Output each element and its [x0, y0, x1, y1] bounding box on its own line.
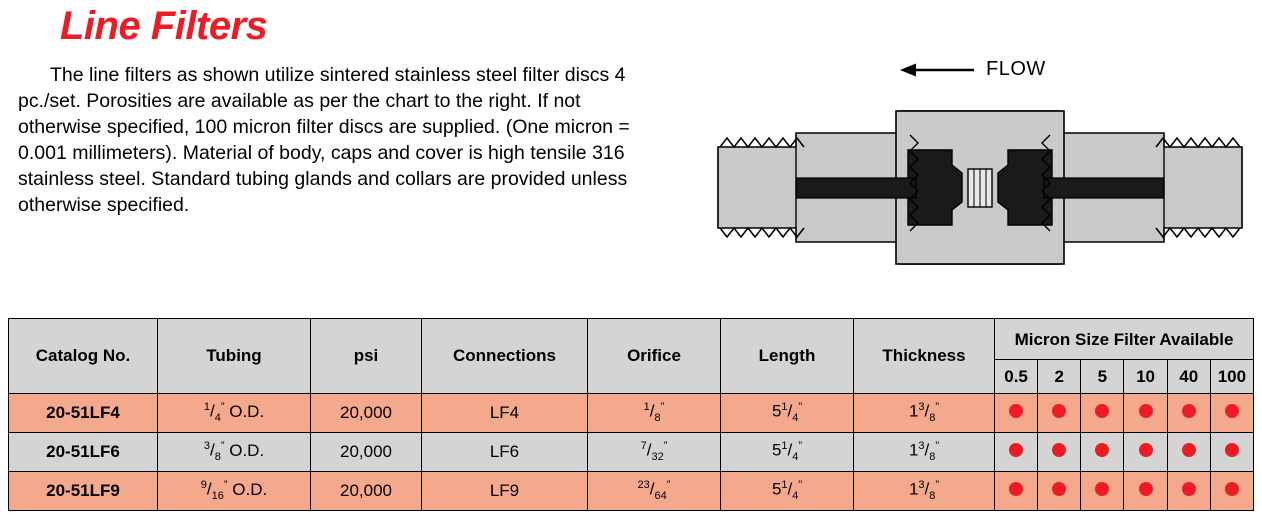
- thickness-whole: 1: [908, 479, 919, 499]
- orifice-numerator: 7: [640, 440, 647, 453]
- length-whole: 5: [771, 440, 782, 460]
- col-header-orifice: Orifice: [588, 319, 721, 394]
- table-row: [9, 472, 1254, 511]
- cell-catalog-no: 20-51LF9: [9, 472, 158, 511]
- cell-catalog-no: 20-51LF4: [9, 394, 158, 433]
- thickness-numerator: 3: [918, 440, 925, 453]
- cell-catalog-no: 20-51LF6: [9, 433, 158, 472]
- availability-dot-icon: [1009, 443, 1023, 457]
- thickness-denominator: 8: [929, 490, 936, 503]
- cell-micron-0: [995, 394, 1038, 433]
- cell-micron-5: [1210, 433, 1253, 472]
- tubing-denominator: 4: [214, 412, 221, 425]
- thickness-denominator: 8: [929, 412, 936, 425]
- tubing-denominator: 16: [211, 490, 224, 503]
- cell-micron-4: [1167, 472, 1210, 511]
- length-denominator: 4: [792, 490, 799, 503]
- intro-paragraph: The line filters as shown utilize sintered stainless steel filter discs 4 pc./set. Porosities are available as per the chart to the right. If not otherwise specified, 100 micron filter discs are supplied. (One micron = 0.001 millimeters). Material of body, caps and cover is high tensile 316 stainless steel. Standard tubing glands and collars are provided unless otherwise specified.: [18, 64, 630, 216]
- table-row: [9, 433, 1254, 472]
- tubing-suffix: O.D.: [229, 401, 265, 421]
- availability-dot-icon: [1182, 443, 1196, 457]
- specifications-table: [8, 318, 1254, 511]
- orifice-numerator: 23: [637, 479, 650, 492]
- tubing-numerator: 9: [200, 479, 207, 492]
- col-header-connections: Connections: [422, 319, 588, 394]
- cell-tubing: $^1/_4^”$ O.D.: [158, 394, 311, 433]
- col-header-catalog-no: Catalog No.: [9, 319, 158, 394]
- availability-dot-icon: [1052, 482, 1066, 496]
- table-header: [9, 319, 1254, 394]
- cell-micron-4: [1167, 433, 1210, 472]
- table-body: [9, 394, 1254, 511]
- line-filter-diagram: [700, 95, 1260, 285]
- availability-dot-icon: [1009, 404, 1023, 418]
- cell-psi: 20,000: [311, 433, 422, 472]
- col-header-micron-4: 40: [1167, 360, 1210, 394]
- col-header-micron-3: 10: [1124, 360, 1167, 394]
- length-whole: 5: [771, 401, 782, 421]
- cell-micron-4: [1167, 394, 1210, 433]
- orifice-numerator: 1: [643, 401, 650, 414]
- availability-dot-icon: [1139, 404, 1153, 418]
- availability-dot-icon: [1095, 482, 1109, 496]
- cell-micron-5: [1210, 472, 1253, 511]
- cell-micron-3: [1124, 433, 1167, 472]
- col-header-thickness: Thickness: [854, 319, 995, 394]
- page-title: Line Filters: [60, 4, 268, 48]
- cell-length: $5^1/_4^”$: [721, 394, 854, 433]
- availability-dot-icon: [1139, 443, 1153, 457]
- flow-indicator: [900, 58, 1046, 81]
- thickness-numerator: 3: [918, 401, 925, 414]
- cell-micron-5: [1210, 394, 1253, 433]
- availability-dot-icon: [1095, 404, 1109, 418]
- cell-micron-1: [1038, 472, 1081, 511]
- thickness-whole: 1: [908, 440, 919, 460]
- cell-thickness: $1^3/_8^”$: [854, 472, 995, 511]
- length-denominator: 4: [792, 412, 799, 425]
- thickness-numerator: 3: [918, 479, 925, 492]
- length-numerator: 1: [781, 479, 788, 492]
- orifice-denominator: 8: [654, 412, 661, 425]
- tubing-denominator: 8: [214, 451, 221, 464]
- availability-dot-icon: [1052, 404, 1066, 418]
- tubing-suffix: O.D.: [232, 479, 268, 499]
- availability-dot-icon: [1139, 482, 1153, 496]
- availability-dot-icon: [1225, 443, 1239, 457]
- col-header-micron-1: 2: [1038, 360, 1081, 394]
- cell-orifice: $^7/_{32}^”$: [588, 433, 721, 472]
- cell-psi: 20,000: [311, 394, 422, 433]
- availability-dot-icon: [1052, 443, 1066, 457]
- length-numerator: 1: [781, 440, 788, 453]
- col-header-micron-5: 100: [1210, 360, 1253, 394]
- table-header-row-1: [9, 319, 1254, 360]
- length-numerator: 1: [781, 401, 788, 414]
- tubing-suffix: O.D.: [229, 440, 265, 460]
- col-header-micron-group: Micron Size Filter Available: [995, 319, 1254, 360]
- cell-micron-2: [1081, 394, 1124, 433]
- cell-micron-2: [1081, 472, 1124, 511]
- cell-micron-0: [995, 433, 1038, 472]
- cell-connections: LF9: [422, 472, 588, 511]
- cell-micron-0: [995, 472, 1038, 511]
- cell-length: $5^1/_4^”$: [721, 472, 854, 511]
- cell-psi: 20,000: [311, 472, 422, 511]
- availability-dot-icon: [1009, 482, 1023, 496]
- cell-micron-3: [1124, 472, 1167, 511]
- orifice-denominator: 32: [651, 451, 664, 464]
- length-denominator: 4: [792, 451, 799, 464]
- cell-connections: LF4: [422, 394, 588, 433]
- cell-tubing: $^3/_8^”$ O.D.: [158, 433, 311, 472]
- tubing-numerator: 3: [203, 440, 210, 453]
- cell-micron-3: [1124, 394, 1167, 433]
- cell-tubing: $^9/_{16}^”$ O.D.: [158, 472, 311, 511]
- cell-length: $5^1/_4^”$: [721, 433, 854, 472]
- availability-dot-icon: [1225, 404, 1239, 418]
- cell-thickness: $1^3/_8^”$: [854, 394, 995, 433]
- cell-thickness: $1^3/_8^”$: [854, 433, 995, 472]
- availability-dot-icon: [1225, 482, 1239, 496]
- cell-connections: LF6: [422, 433, 588, 472]
- tubing-numerator: 1: [203, 401, 210, 414]
- flow-label: FLOW: [986, 58, 1046, 80]
- availability-dot-icon: [1182, 404, 1196, 418]
- col-header-psi: psi: [311, 319, 422, 394]
- cell-orifice: $^1/_8^”$: [588, 394, 721, 433]
- table-row: [9, 394, 1254, 433]
- cell-micron-2: [1081, 433, 1124, 472]
- left-arrow-icon: [900, 61, 976, 79]
- cell-micron-1: [1038, 394, 1081, 433]
- orifice-denominator: 64: [654, 490, 667, 503]
- availability-dot-icon: [1182, 482, 1196, 496]
- col-header-length: Length: [721, 319, 854, 394]
- cell-micron-1: [1038, 433, 1081, 472]
- col-header-micron-0: 0.5: [995, 360, 1038, 394]
- cell-orifice: $^{23}/_{64}^”$: [588, 472, 721, 511]
- col-header-tubing: Tubing: [158, 319, 311, 394]
- col-header-micron-2: 5: [1081, 360, 1124, 394]
- length-whole: 5: [771, 479, 782, 499]
- thickness-denominator: 8: [929, 451, 936, 464]
- availability-dot-icon: [1095, 443, 1109, 457]
- thickness-whole: 1: [908, 401, 919, 421]
